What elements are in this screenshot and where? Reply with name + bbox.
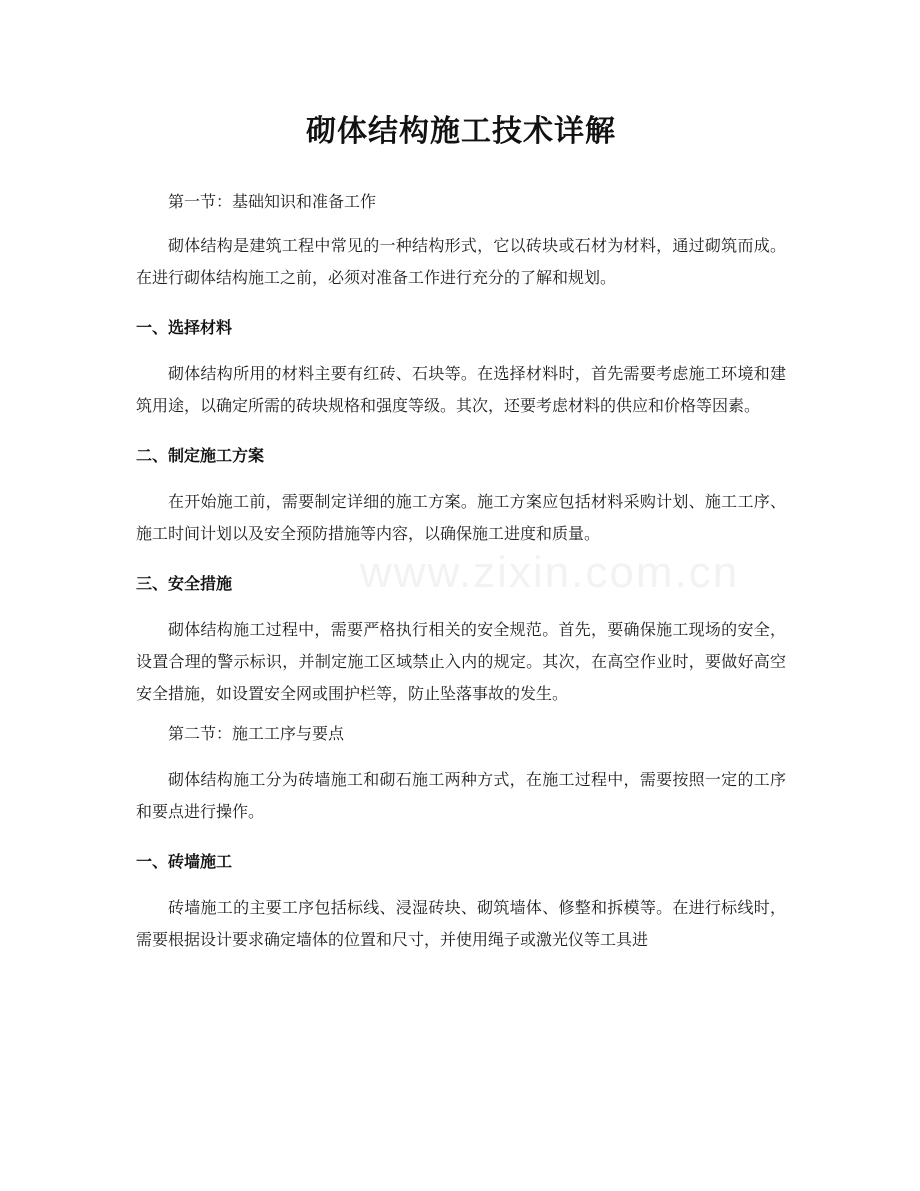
heading-safety-measures: 三、安全措施 [136, 574, 233, 593]
document-title: 砌体结构施工技术详解 [306, 114, 616, 149]
paragraph: 砌体结构施工过程中，需要严格执行相关的安全规范。首先，要确保施工现场的安全，设置合理的警示标识，并制定施工区域禁止入内的规定。其次，在高空作业时，要做好高空安全措施，如设置安全网或围护栏等，防止坠落事故的发生。 [136, 620, 786, 703]
paragraph: 砌体结构是建筑工程中常见的一种结构形式，它以砖块或石材为材料，通过砌筑而成。在进行砌体结构施工之前，必须对准备工作进行充分的了解和规划。 [136, 236, 786, 287]
paragraph: 在开始施工前，需要制定详细的施工方案。施工方案应包括材料采购计划、施工工序、施工时间计划以及安全预防措施等内容，以确保施工进度和质量。 [136, 492, 786, 543]
heading-select-materials: 一、选择材料 [136, 318, 233, 337]
paragraph: 砌体结构施工分为砖墙施工和砌石施工两种方式，在施工过程中，需要按照一定的工序和要点进行操作。 [136, 770, 786, 821]
heading-construction-plan: 二、制定施工方案 [136, 446, 265, 465]
watermark: www.zixin.com.cn [360, 548, 740, 597]
paragraph: 砖墙施工的主要工序包括标线、浸湿砖块、砌筑墙体、修整和拆模等。在进行标线时，需要根据设计要求确定墙体的位置和尺寸，并使用绳子或激光仪等工具进 [136, 898, 786, 949]
section-label-2: 第二节：施工工序与要点 [168, 724, 345, 743]
heading-brick-wall: 一、砖墙施工 [136, 852, 233, 871]
paragraph: 砌体结构所用的材料主要有红砖、石块等。在选择材料时，首先需要考虑施工环境和建筑用途，以确定所需的砖块规格和强度等级。其次，还要考虑材料的供应和价格等因素。 [136, 364, 786, 415]
document-page [136, 0, 786, 956]
section-label-1: 第一节：基础知识和准备工作 [168, 192, 377, 211]
